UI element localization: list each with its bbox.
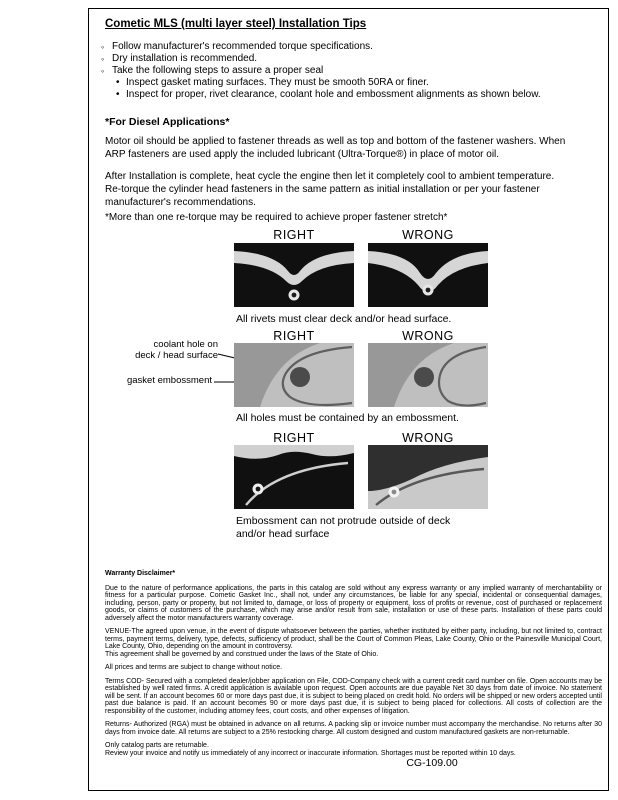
holes-caption: All holes must be contained by an embossment.	[236, 412, 459, 424]
paragraph-retorque-note: *More than one re-torque may be required to achieve proper fastener stretch*	[105, 212, 448, 223]
paragraph-heat-cycle: After Installation is complete, heat cycle the engine then let it completely cool to ambient temperature. Re-torque the cylinder head fasteners in the same pattern as initial installation or per your fastener manufacturer's recommendations.	[105, 171, 555, 208]
legal-paragraph: VENUE-The agreed upon venue, in the event of dispute whatsoever between the parties, whether instituted by either party, including, but not limited to, contract terms, payment terms, delivery, type, defects, sufficiency of product, shall be the Court of Common Pleas, Lake County, Ohio or the Painesville Municipal Court, Lake County, Ohio, depending on the amount in controversy.	[105, 628, 602, 650]
legal-paragraph: Review your invoice and notify us immediately of any incorrect or inaccurate information. Shortages must be reported within 10 days.	[105, 749, 516, 757]
legal-paragraph: Due to the nature of performance applications, the parts in this catalog are sold without any express warranty or any implied warranty of merchantability or fitness for a particular purpose. Cometic Gasket Inc., shall not, under any circumstances, be liable for any special, incidental or consequential damages, including, person, party or property, but not limited to, damage, or loss of property or equipment, loss of profits or revenue, cost of purchased or replacement goods, or claims of customers of the purchase, which may arise and/or result from sale, installation or use of these parts. Installation of these parts could adversely affect the motor manufacturers warranty coverage.	[105, 584, 602, 622]
rivet-right-diagram	[234, 243, 354, 307]
embossment-wrong-graphic	[368, 445, 488, 509]
right-label: RIGHT	[273, 431, 315, 445]
gasket-embossment-annotation: gasket embossment	[126, 375, 212, 386]
list-item	[101, 53, 541, 65]
list-item-text: Take the following steps to assure a proper seal	[112, 65, 324, 76]
list-item-text: Follow manufacturer's recommended torque specifications.	[112, 41, 373, 52]
sub-list-item	[116, 77, 541, 89]
rivet-wrong-graphic	[368, 243, 488, 307]
wrong-label: WRONG	[402, 329, 454, 343]
open-bullet-icon: ◦	[101, 54, 105, 64]
legal-paragraph: All prices and terms are subject to change without notice.	[105, 664, 283, 671]
wrong-label: WRONG	[402, 228, 454, 242]
holes-wrong-graphic	[368, 343, 488, 407]
list-item	[101, 41, 541, 53]
legal-paragraph: Only catalog parts are returnable.	[105, 742, 209, 749]
open-bullet-icon: ◦	[101, 66, 105, 76]
embossment-right-graphic	[234, 445, 354, 509]
rivet-right-graphic	[234, 243, 354, 307]
installation-tips-list	[101, 41, 541, 101]
list-item-text: Inspect for proper, rivet clearance, coolant hole and embossment alignments as shown below.	[126, 89, 541, 100]
right-label: RIGHT	[273, 329, 315, 343]
legal-paragraph: Terms COD- Secured with a completed dealer/jobber application on File, COD-Company check with a current credit card number on file. Open accounts may be established by well rated firms. A credit application is available upon request. Open accounts are due payable Net 30 days from date of invoice. No statement will be sent. If an account becomes 60 or more days past due, it is subject to being placed on credit hold. No orders will be shipped or new orders accepted until past due balance is paid. If an account becomes 90 or more days past due, it is subject to being placed for collections. All costs of collection are the responsibility of the customer, including attorney fees, court costs, and other expenses of litigation.	[105, 677, 602, 715]
page-title: Cometic MLS (multi layer steel) Installation Tips	[105, 18, 367, 30]
filled-bullet-icon: •	[116, 89, 120, 100]
warranty-disclaimer-heading: Warranty Disclaimer*	[105, 570, 176, 577]
list-item-text: Inspect gasket mating surfaces. They must be smooth 50RA or finer.	[126, 77, 429, 88]
rivet-wrong-diagram	[368, 243, 488, 307]
list-item	[101, 65, 541, 77]
page-number: CG-109.00	[406, 757, 458, 769]
coolant-hole-annotation: coolant hole on deck / head surface	[135, 339, 218, 361]
embossment-right-diagram	[234, 445, 354, 509]
diesel-applications-heading: *For Diesel Applications*	[105, 116, 230, 128]
filled-bullet-icon: •	[116, 77, 120, 88]
legal-paragraph: Returns- Authorized (RGA) must be obtained in advance on all returns. A packing slip or invoice number must accompany the merchandise. No returns after 30 days from invoice date. All returns are subject to a 25% restocking charge. All custom designed and custom manufactured gaskets are non-returnable.	[105, 721, 602, 736]
warranty-disclaimer-section	[105, 570, 602, 763]
wrong-label: WRONG	[402, 431, 454, 445]
holes-right-graphic	[234, 343, 354, 407]
rivet-caption: All rivets must clear deck and/or head surface.	[236, 313, 452, 325]
embossment-caption: Embossment can not protrude outside of deck and/or head surface	[236, 515, 451, 540]
paragraph-motor-oil: Motor oil should be applied to fastener threads as well as top and bottom of the fastener washers. When ARP fasteners are used apply the included lubricant (Ultra-Torque®) in place of motor oil.	[105, 136, 566, 160]
list-item-text: Dry installation is recommended.	[112, 53, 258, 64]
legal-paragraph: This agreement shall be governed by and construed under the laws of the State of Ohio.	[105, 650, 379, 658]
embossment-wrong-diagram	[368, 445, 488, 509]
holes-wrong-diagram	[368, 343, 488, 407]
right-label: RIGHT	[273, 228, 315, 242]
open-bullet-icon: ◦	[101, 42, 105, 52]
sub-list-item	[116, 89, 541, 101]
holes-right-diagram	[234, 343, 354, 407]
